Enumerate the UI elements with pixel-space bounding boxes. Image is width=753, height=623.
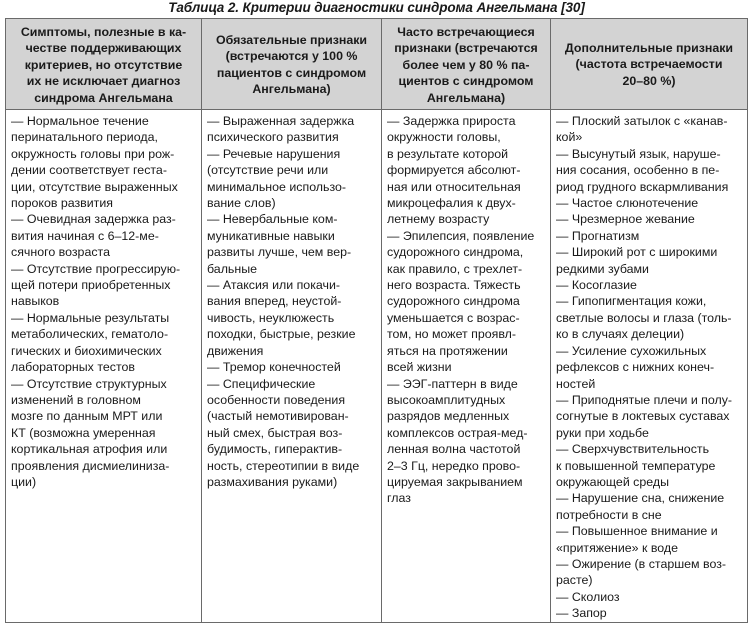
header-cell-mandatory-signs [202,19,382,110]
list-item: — Отсутствие прогрессирую- щей потери приобретенных навыков [11,261,181,309]
header-cell-supporting-symptoms [6,19,202,110]
list-item: — Атаксия или покачи- вания вперед, неустой- чивость, неуклюжесть походки, быстрые, резкие движения [207,278,356,358]
list-item: — Задержка прироста окружности головы, в результате которой формируется абсолют- ная или относительная микроцефалия к двух- летнему возрасту [387,114,521,227]
list-item: — Плоский затылок с «канав- кой» [556,114,728,145]
list-item: — Эпилепсия, появление судорожного синдрома, как правило, с трехлет- него возраста. Тяжесть судорожного синдрома уменьшается с возрас- том, но может проявл- яться на протяжении всей жизни [387,228,535,375]
table-caption: Таблица 2. Критерии диагностики синдрома Ангельмана [30] [168,0,585,15]
header-text: Часто встречающиеся признаки (встречаются более чем у 80 % па- циентов с синдромом Ангельмана) [394,25,538,105]
list-item: — Сколиоз [556,589,620,604]
list-item: — Приподнятые плечи и полу- согнутые в локтевых суставах руки при ходьбе [556,392,733,440]
header-text: Дополнительные признаки (частота встречаемости 20–80 %) [564,41,734,88]
header-text: Обязательные признаки (встречаются у 100 % пациентов с синдромом Ангельмана) [215,33,368,97]
list-item: — Запор [556,606,607,621]
list-item: — Повышенное внимание и «притяжение» к воде [556,524,718,555]
list-item: — Ожирение (в старшем воз- расте) [556,556,727,588]
body-cell-supporting-symptoms [6,110,202,623]
list-item: — Выраженная задержка психического развития [207,114,355,145]
list-item: — Речевые нарушения (отсутствие речи или минимальное использо- вание слов) [207,146,347,211]
list-item: — Широкий рот с широкими редкими зубами [556,245,718,276]
list-item: — Нарушение сна, снижение потребности в сне [556,491,725,522]
body-cell-additional-signs [551,110,748,623]
list-item: — Тремор конечностей [207,360,341,375]
list-item: — Специфические особенности поведения (частый немотивирован- ный смех, быстрая воз- будимость, гиперактив- ность, стереотипии в виде размахивания руками) [207,376,360,489]
table-header-row [6,19,748,110]
list-item: — Косоглазие [556,278,637,293]
header-text: Симптомы, полезные в ка- честве поддерживающих критериев, но отсутствие их не исключает диагноз синдрома Ангельмана [20,25,187,105]
list-item: — Частое слюнотечение [556,196,699,211]
list-item: — Отсутствие структурных изменений в головном мозге по данным МРТ или КТ (возможна умеренная кортикальная атрофия или проявления дисмиелиниза- ции) [11,376,170,489]
list-item: — Сверхчувствительность к повышенной температуре окружающей среды [556,442,716,489]
criteria-table [5,18,748,623]
body-cell-frequent-signs [382,110,551,623]
list-item: — ЭЭГ-паттерн в виде высокоамплитудных разрядов медленных комплексов острая-мед- ленная волна частотой 2–3 Гц, нередко прово- цируемая закрыванием глаз [387,376,528,506]
list-item: — Усиление сухожильных рефлексов с нижних конеч- ностей [556,343,715,391]
list-item: — Прогнатизм [556,228,640,243]
list-item: — Высунутый язык, наруше- ния сосания, особенно в пе- риод грудного вскармливания [556,146,729,194]
list-item: — Гипопигментация кожи, светлые волосы и глаза (толь- ко в случаях делеции) [556,294,732,342]
list-item: — Очевидная задержка раз- вития начиная с 6–12-ме- сячного возраста [11,212,176,260]
header-cell-additional-signs [551,19,748,110]
list-item: — Чрезмерное жевание [556,212,695,227]
table-body-row [6,110,748,623]
list-item: — Невербальные ком- муникативные навыки развиты лучше, чем вер- бальные [207,212,352,276]
list-item: — Нормальные результаты метаболических, гематоло- гических и биохимических лабораторных тестов [11,310,170,375]
body-cell-mandatory-signs [202,110,382,623]
list-item: — Нормальное течение перинатального периода, окружность головы при рож- дении соответствует геста- ции, отсутствие выраженных пороков развития [11,114,178,211]
header-cell-frequent-signs [382,19,551,110]
